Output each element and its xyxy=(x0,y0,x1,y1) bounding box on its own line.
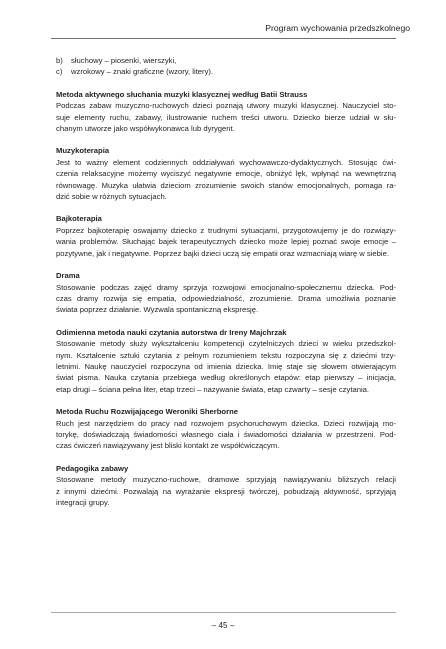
body-line: wania problemów. Słuchając bajek terapeutycznych dziecko może lepiej poznać swoje emocje – xyxy=(56,237,396,247)
header-divider xyxy=(51,38,396,39)
body-line: Jest to ważny element codziennych oddziaływań wychowawczo-dydaktycznych. Stosując ćwi- xyxy=(56,157,396,167)
section-body xyxy=(56,225,396,259)
body-line: suje elementy ruchu, zabawy, ilustrowanie ruchem treści utworu. Dziecko bierze udział w słu- xyxy=(56,112,396,122)
section-body xyxy=(56,100,396,134)
section-music-therapy xyxy=(56,145,396,202)
section-title: Pedagogika zabawy xyxy=(56,463,129,473)
body-line: Ruch jest narzędziem do pracy nad rozwojem psychoruchowym dziecka. Dzieci rozwijają mo- xyxy=(56,418,396,428)
list-item-text: wzrokowy – znaki graficzne (wzory, litery). xyxy=(71,67,214,77)
section-title: Bajkoterapia xyxy=(56,214,102,224)
body-line: etap drugi – ściana pełna liter, etap trzeci – nazywanie świata, etap czwarty – sesje czytania. xyxy=(56,384,370,394)
section-body xyxy=(56,157,396,203)
body-line: nym. Kształcenie sztuki czytania z pełnym rozumieniem tekstu rozpoczyna się z dziećmi trzy- xyxy=(56,350,396,360)
body-line: świata poprzez działanie. Wyzwala spontaniczną ekspresję. xyxy=(56,305,259,315)
page-content xyxy=(56,55,396,508)
section-title: Drama xyxy=(56,271,80,281)
footer-divider xyxy=(51,612,396,613)
body-line: chanym utworze jako współwykonawca lub dyrygent. xyxy=(56,124,235,134)
section-title: Metoda aktywnego słuchania muzyki klasycznej według Batii Strauss xyxy=(56,89,308,99)
section-body xyxy=(56,282,396,316)
list-marker: c) xyxy=(56,67,63,77)
body-line: torykę, doświadczają świadomości własnego ciała i świadomości działania w przestrzeni. Pod- xyxy=(56,429,396,439)
body-line: Stosowanie podczas zajęć dramy sprzyja rozwojowi emocjonalno-społecznemu dziecka. Pod- xyxy=(56,282,396,292)
section-sherborne xyxy=(56,406,396,452)
body-line: czas ćwiczeń nawiązywany jest bliski kontakt ze współćwiczącym. xyxy=(56,441,280,451)
body-line: z innymi dziećmi. Pozwalają na wyrażanie ekspresji twórczej, pobudzają aktywność, sprzyjają xyxy=(56,486,396,496)
list-marker: b) xyxy=(56,56,63,65)
body-line: pozytywne, jak i negatywne. Poprzez bajki dzieci uczą się empatii oraz wzmacniają wiarę w siebie. xyxy=(56,248,389,258)
body-line: czenia relaksacyjne możemy wyciszyć negatywne emocje, obniżyć lęk, wpłynąć na wewnętrzną xyxy=(56,169,396,179)
body-line: równowagę. Muzyka ułatwia dzieciom zrozumienie swoich stanów emocjonalnych, pomaga ra- xyxy=(56,180,396,190)
list-item xyxy=(56,66,396,77)
body-line: czas dramy rozwija się empatia, odpowiedzialność, zrozumienie. Drama umożliwia poznanie xyxy=(56,293,396,303)
body-line: integracji grupy. xyxy=(56,498,110,507)
section-drama xyxy=(56,270,396,316)
section-active-listening xyxy=(56,89,396,135)
list-item xyxy=(56,55,396,66)
body-line: Podczas zabaw muzyczno-ruchowych dzieci poznają utwory muzyki klasycznej. Nauczyciel sto- xyxy=(56,101,396,111)
section-title: Muzykoterapia xyxy=(56,146,110,156)
section-play-pedagogy xyxy=(56,463,396,509)
section-body xyxy=(56,338,396,395)
running-header-title: Program wychowania przedszkolnego xyxy=(265,23,410,33)
body-line: Stosowane metody muzyczno-ruchowe, dramowe sprzyjają nawiązywaniu bliższych relacji xyxy=(56,475,396,485)
list-item-text: słuchowy – piosenki, wierszyki, xyxy=(71,56,177,65)
section-reading-method xyxy=(56,327,396,395)
body-line: Stosowanie metody służy wykształceniu kompetencji czytelniczych dzieci w wieku przedszkol- xyxy=(56,339,396,349)
page-number: – 45 – xyxy=(211,621,235,630)
section-body xyxy=(56,474,396,508)
section-fairytale-therapy xyxy=(56,213,396,259)
body-line: dzić sobie w różnych sytuacjach. xyxy=(56,192,167,202)
section-body xyxy=(56,418,396,452)
section-title: Metoda Ruchu Rozwijającego Weroniki Sherborne xyxy=(56,407,238,417)
body-line: letnimi. Naukę nauczyciel rozpoczyna od imienia dziecka. Imię staje się słowem otwierającym xyxy=(56,361,396,371)
body-line: Poprzez bajkoterapię oswajamy dziecko z trudnymi sytuacjami, przygotowujemy je do rozwiązy- xyxy=(56,225,396,235)
section-title: Odimienna metoda nauki czytania autorstwa dr Ireny Majchrzak xyxy=(56,327,287,337)
body-line: świat pisma. Nauka czytania przebiega według określonych etapów: etap pierwszy – inicjacja, xyxy=(56,373,396,383)
